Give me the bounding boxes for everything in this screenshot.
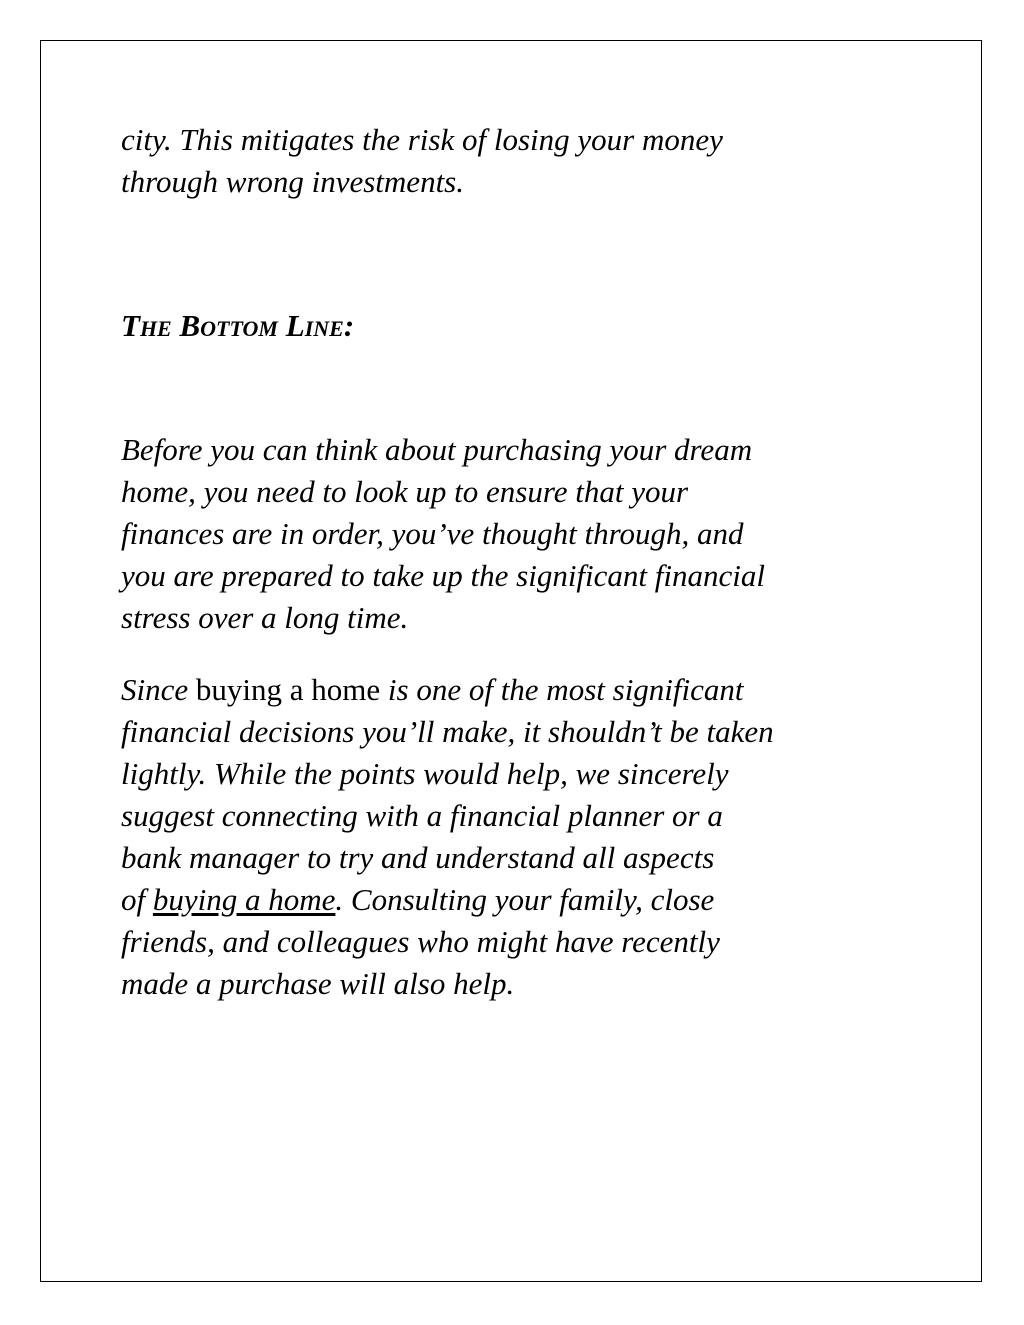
text-line xyxy=(121,879,774,921)
heading-initial: B xyxy=(179,308,201,343)
text-fragment: is one of the most significant xyxy=(387,672,744,707)
text-fragment: of xyxy=(121,882,146,917)
heading-initial: T xyxy=(121,308,140,343)
heading-initial: L xyxy=(285,308,305,343)
text-line: Before you can think about purchasing your dream xyxy=(121,432,753,467)
paragraph-advice xyxy=(121,669,774,1005)
buying-a-home-link[interactable]: buying a home xyxy=(152,882,336,917)
text-line: stress over a long time. xyxy=(121,600,409,635)
paragraph-intro xyxy=(121,119,911,203)
text-line: you are prepared to take up the significant financial xyxy=(121,558,765,593)
text-line: lightly. While the points would help, we sincerely xyxy=(121,756,729,791)
text-line: finances are in order, you’ve thought through, and xyxy=(121,516,744,551)
heading-smallcaps: HE xyxy=(139,316,172,341)
text-fragment: Since xyxy=(121,672,189,707)
roman-text-fragment: buying a home xyxy=(195,672,381,707)
text-line: through wrong investments. xyxy=(121,164,464,199)
heading-smallcaps: INE xyxy=(304,316,344,341)
section-heading xyxy=(121,305,354,350)
heading-smallcaps: OTTOM xyxy=(200,316,278,341)
text-line: suggest connecting with a financial planner or a xyxy=(121,798,723,833)
text-line: made a purchase will also help. xyxy=(121,966,515,1001)
text-line: friends, and colleagues who might have recently xyxy=(121,924,720,959)
text-line: financial decisions you’ll make, it shouldn’t be taken xyxy=(121,714,774,749)
text-line: home, you need to look up to ensure that your xyxy=(121,474,689,509)
paragraph-bottom-line xyxy=(121,429,765,639)
text-line xyxy=(121,669,774,711)
text-fragment: . Consulting your family, close xyxy=(335,882,715,917)
text-line: bank manager to try and understand all aspects xyxy=(121,840,715,875)
text-line: city. This mitigates the risk of losing your money xyxy=(121,122,723,157)
document-page xyxy=(40,40,982,1282)
heading-colon: : xyxy=(343,308,355,343)
page-content xyxy=(121,119,911,1001)
